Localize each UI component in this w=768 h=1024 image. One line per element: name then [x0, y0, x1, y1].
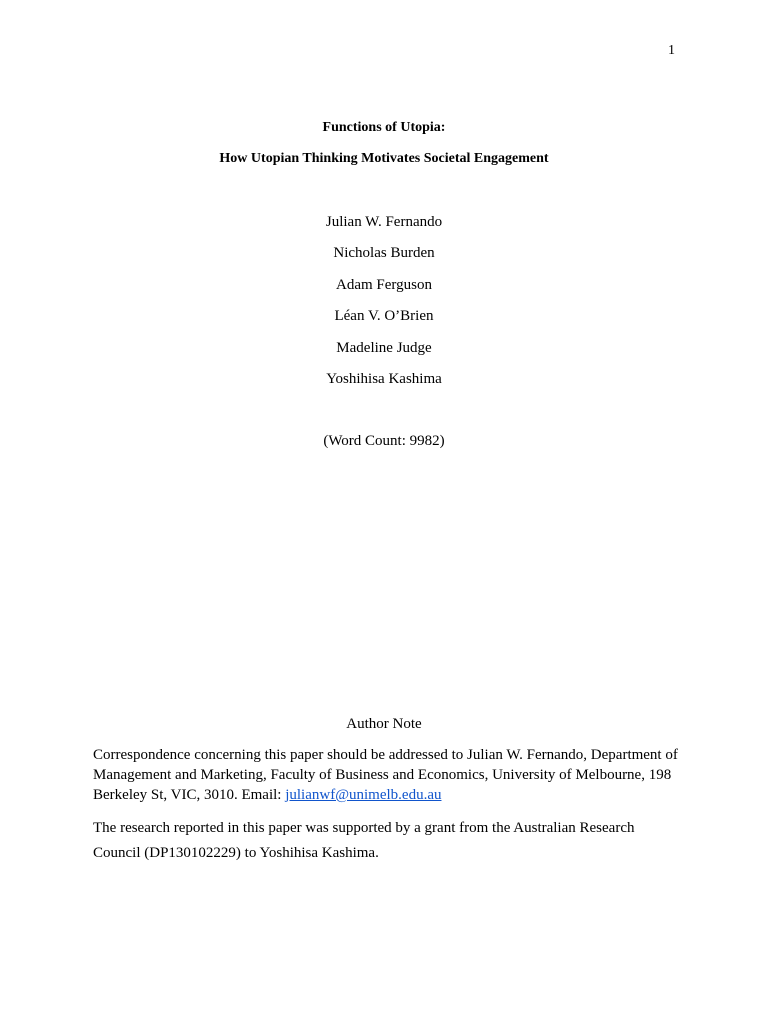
correspondence-text: Correspondence concerning this paper should be addressed to Julian W. Fernando, Department of Management and Marketing, Faculty of Business and Economics, University of Melbourne, 198 Berkeley St, VIC, 3010. Email: — [93, 747, 678, 803]
author-name: Léan V. O’Brien — [334, 308, 434, 325]
word-count: (Word Count: 9982) — [323, 433, 445, 449]
paper-title: Functions of Utopia: — [322, 120, 446, 135]
author-name: Adam Ferguson — [336, 276, 432, 293]
paper-subtitle: How Utopian Thinking Motivates Societal Engagement — [219, 151, 549, 166]
email-link[interactable]: julianwf@unimelb.edu.au — [285, 787, 442, 803]
correspondence-paragraph — [93, 745, 683, 805]
author-name: Julian W. Fernando — [325, 214, 443, 230]
author-list — [0, 212, 768, 400]
title-block — [0, 119, 768, 168]
page-number: 1 — [668, 43, 675, 58]
funding-paragraph: The research reported in this paper was supported by a grant from the Australian Research Council (DP130102229) to Yoshihisa Kashima. — [93, 820, 635, 861]
author-name: Nicholas Burden — [333, 245, 435, 262]
author-name: Yoshihisa Kashima — [326, 370, 442, 387]
author-note-heading: Author Note — [346, 716, 422, 732]
author-name: Madeline Judge — [336, 339, 432, 356]
